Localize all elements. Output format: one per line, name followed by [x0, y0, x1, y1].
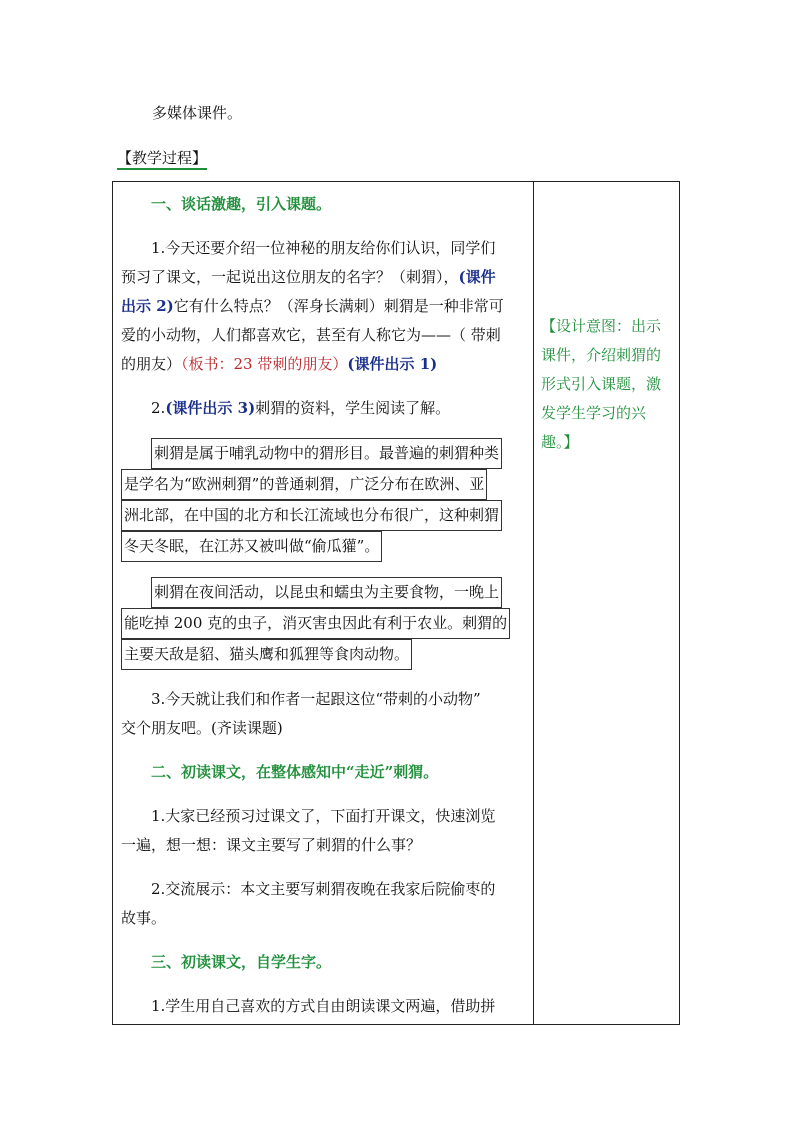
part1-p2: 2.(课件出示 3)刺猬的资料，学生阅读了解。 [151, 399, 451, 417]
part1-p1-line1: 1.今天还要介绍一位神秘的朋友给你们认识，同学们 [151, 239, 496, 257]
box2-line3: 主要天敌是貂、猫头鹰和狐狸等食肉动物。 [121, 639, 412, 670]
design-intent-note [541, 312, 673, 457]
info-box-1 [121, 438, 527, 562]
box2-line2: 能吃掉 200 克的虫子，消灭害虫因此有利于农业。刺猬的 [121, 608, 510, 639]
part1-p1-line5: 的朋友）（板书：23 带刺的朋友）(课件出示 1) [121, 355, 438, 373]
box2-line1: 刺猬在夜间活动，以昆虫和蠕虫为主要食物，一晚上 [151, 577, 502, 608]
part2-heading: 二、初读课文，在整体感知中“走近”刺猬。 [151, 763, 439, 781]
section-title-text: 【教学过程】 [117, 149, 208, 167]
side-line4: 发学生学习的兴 [541, 404, 647, 422]
part3-p1: 1.学生用自己喜欢的方式自由朗读课文两遍，借助拼 [151, 997, 496, 1015]
part1-p3-line2: 交个朋友吧。(齐读课题) [121, 719, 283, 737]
column-divider [533, 182, 534, 1024]
part2-p1-line2: 一遍，想一想：课文主要写了刺猬的什么事？ [121, 836, 422, 854]
part1-p1-line4: 爱的小动物，人们都喜欢它，甚至有人称它为——（ 带刺 [121, 326, 501, 344]
lesson-table [112, 181, 680, 1025]
part2-p2-line2: 故事。 [121, 909, 167, 927]
part2-p1-line1: 1.大家已经预习过课文了，下面打开课文，快速浏览 [151, 807, 496, 825]
part3-heading: 三、初读课文，自学生字。 [151, 953, 332, 971]
box1-line4: 冬天冬眠，在江苏又被叫做“偷瓜獾”。 [121, 531, 382, 562]
side-line1: 【设计意图：出示 [541, 317, 662, 335]
board-note: （板书：23 带刺的朋友） [181, 355, 348, 373]
info-box-2 [121, 577, 527, 670]
part1-p3-line1: 3.今天就让我们和作者一起跟这位“带刺的小动物” [151, 690, 481, 708]
intro-text: 多媒体课件。 [152, 104, 243, 122]
section-title-underline [117, 168, 207, 170]
part2-p2-line1: 2.交流展示：本文主要写刺猬夜晚在我家后院偷枣的 [151, 880, 496, 898]
side-line3: 形式引入课题，激 [541, 375, 662, 393]
part1-p1-line3: 出示 2)它有什么特点？（浑身长满刺）刺猬是一种非常可 [121, 297, 504, 315]
part1-heading: 一、谈话激趣，引入课题。 [151, 195, 332, 213]
box1-line2: 是学名为“欧洲刺猬”的普通刺猬，广泛分布在欧洲、亚 [121, 469, 487, 500]
section-title [117, 146, 207, 170]
part1-p1-line2: 预习了课文，一起说出这位朋友的名字？（刺猬），(课件 [121, 268, 496, 286]
box1-line1: 刺猬是属于哺乳动物中的猬形目。最普遍的刺猬种类 [151, 438, 502, 469]
lesson-content [121, 182, 527, 1021]
box1-line3: 洲北部，在中国的北方和长江流域也分布很广，这种刺猬 [121, 500, 502, 531]
side-line5: 趣。】 [541, 433, 579, 451]
side-line2: 课件，介绍刺猬的 [541, 346, 662, 364]
